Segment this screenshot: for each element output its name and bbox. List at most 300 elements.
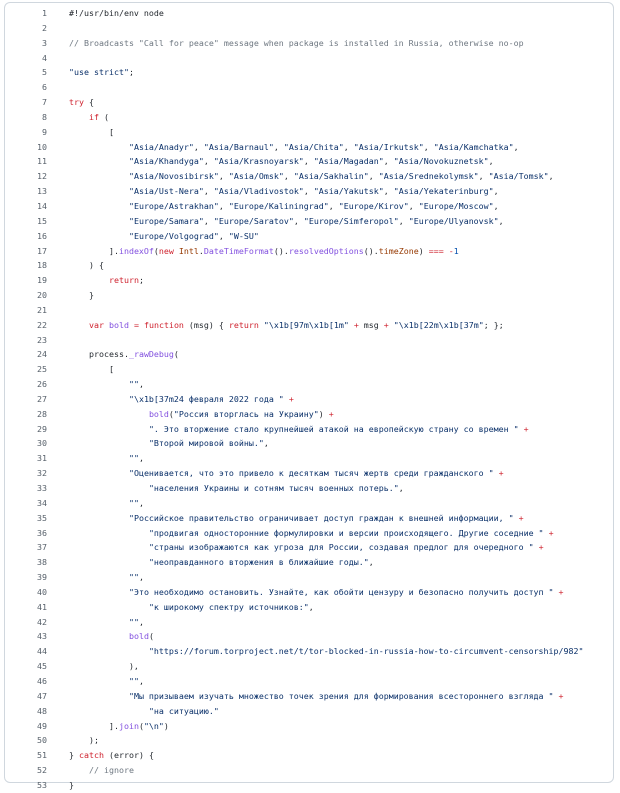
code-line xyxy=(5,65,613,80)
code-line xyxy=(5,362,613,377)
code-text xyxy=(69,407,334,422)
code-token: catch xyxy=(79,750,104,761)
code-line xyxy=(5,659,613,674)
code-text xyxy=(69,229,259,244)
code-token: , xyxy=(263,438,269,449)
code-token xyxy=(69,513,129,523)
code-text xyxy=(69,436,269,451)
code-line xyxy=(5,80,613,95)
code-token: "Europe/Simferopol" xyxy=(303,215,399,226)
code-token: "Asia/Anadyr" xyxy=(128,141,194,152)
code-token: "Europe/Ulyanovsk" xyxy=(408,215,499,226)
code-text xyxy=(69,36,524,51)
code-token: resolvedOptions xyxy=(288,245,364,256)
code-token xyxy=(69,216,129,226)
code-token: , xyxy=(138,572,144,583)
code-text xyxy=(69,570,144,585)
code-token xyxy=(69,572,129,582)
line-number: 10 xyxy=(37,141,47,152)
code-text xyxy=(69,644,584,659)
code-token: "неоправданного вторжения в ближайшие годы." xyxy=(148,557,369,568)
code-token xyxy=(69,528,149,538)
code-line xyxy=(5,451,613,466)
code-line xyxy=(5,704,613,719)
code-text xyxy=(69,719,169,734)
code-line xyxy=(5,748,613,763)
code-line xyxy=(5,689,613,704)
line-number: 30 xyxy=(37,438,47,449)
code-token xyxy=(69,631,129,641)
code-token: "страны изображаются как угроза для России, создавая предлог для очередного " xyxy=(148,542,534,553)
code-text xyxy=(69,778,74,793)
line-number: 1 xyxy=(42,8,47,18)
code-token: + xyxy=(558,586,564,597)
code-token: , xyxy=(303,156,314,167)
code-text xyxy=(69,347,179,362)
code-line xyxy=(5,778,613,793)
code-token: "" xyxy=(128,379,139,390)
code-token xyxy=(69,394,129,404)
code-token: timeZone xyxy=(378,245,419,256)
code-token: ) xyxy=(163,720,169,731)
code-line xyxy=(5,244,613,259)
code-token: , xyxy=(513,141,519,152)
code-token: if xyxy=(88,111,99,122)
code-text xyxy=(69,362,114,377)
code-text xyxy=(69,733,99,748)
code-token: , xyxy=(328,200,339,211)
code-text xyxy=(69,258,104,273)
code-token: , xyxy=(493,186,499,197)
code-line xyxy=(5,570,613,585)
code-text xyxy=(69,629,154,644)
code-token: + xyxy=(548,527,554,538)
code-token: , xyxy=(308,601,314,612)
code-token: , xyxy=(138,675,144,686)
code-token: "к широкому спектру источников:" xyxy=(148,601,309,612)
code-line xyxy=(5,169,613,184)
code-line xyxy=(5,674,613,689)
code-token: , xyxy=(423,141,434,152)
code-token xyxy=(69,201,129,211)
code-line xyxy=(5,154,613,169)
code-token: , xyxy=(383,186,394,197)
code-token: "\x1b[37m24 февраля 2022 года " xyxy=(128,393,284,404)
code-line xyxy=(5,303,613,318)
code-token: "Asia/Novokuznetsk" xyxy=(393,156,489,167)
code-line xyxy=(5,36,613,51)
line-number: 6 xyxy=(42,82,47,93)
code-line xyxy=(5,347,613,362)
line-number: 25 xyxy=(37,364,47,375)
code-token: #!/usr/bin/env node xyxy=(69,8,164,18)
code-token: "" xyxy=(128,572,139,583)
code-token: , xyxy=(283,171,294,182)
code-token: [ xyxy=(69,126,114,137)
code-token: , xyxy=(218,200,229,211)
line-number: 11 xyxy=(37,156,47,167)
line-number: 47 xyxy=(37,690,47,701)
code-token: "Europe/Kaliningrad" xyxy=(228,200,329,211)
code-token: (). xyxy=(273,245,289,256)
code-token: return xyxy=(108,275,139,286)
line-number: 49 xyxy=(37,720,47,731)
code-token: function xyxy=(143,319,184,330)
line-number: 20 xyxy=(37,290,47,301)
code-token: bold xyxy=(148,408,169,419)
code-line xyxy=(5,496,613,511)
code-token: "\n" xyxy=(143,720,164,731)
code-token: + xyxy=(328,408,334,419)
code-text xyxy=(69,481,404,496)
code-text xyxy=(69,704,219,719)
code-token: } xyxy=(69,750,79,761)
code-token: + xyxy=(523,423,529,434)
code-token xyxy=(69,379,129,389)
code-line xyxy=(5,333,613,348)
code-text xyxy=(69,763,134,778)
code-line xyxy=(5,199,613,214)
code-token: ". Это вторжение стало крупнейшей атакой на европейскую страну со времен " xyxy=(148,423,519,434)
code-token: "" xyxy=(128,616,139,627)
code-token: "Asia/Srednekolymsk" xyxy=(378,171,479,182)
line-number: 45 xyxy=(37,661,47,672)
code-token: , xyxy=(488,156,494,167)
code-token xyxy=(69,468,129,478)
line-number: 44 xyxy=(37,646,47,657)
code-token: DateTimeFormat xyxy=(203,245,274,256)
code-token: "на ситуацию." xyxy=(148,705,219,716)
code-token xyxy=(69,409,149,419)
code-token: ( xyxy=(148,631,154,642)
code-token: , xyxy=(303,186,314,197)
code-line xyxy=(5,214,613,229)
code-line xyxy=(5,436,613,451)
code-text xyxy=(69,184,499,199)
line-number: 14 xyxy=(37,200,47,211)
code-token xyxy=(69,691,129,701)
code-token: ; }; xyxy=(483,319,504,330)
code-token: "Asia/Omsk" xyxy=(228,171,284,182)
code-token: , xyxy=(408,200,419,211)
code-token: ]. xyxy=(69,245,119,256)
code-line xyxy=(5,288,613,303)
code-token: , xyxy=(398,483,404,493)
line-number: 39 xyxy=(37,572,47,583)
code-text xyxy=(69,600,314,615)
code-line xyxy=(5,140,613,155)
code-token: === xyxy=(428,245,444,256)
code-text xyxy=(69,659,139,674)
code-text xyxy=(69,555,374,570)
line-number: 17 xyxy=(37,245,47,256)
code-token: "Asia/Kamchatka" xyxy=(433,141,514,152)
code-token: "Россия вторглась на Украину" xyxy=(173,408,319,419)
code-token xyxy=(69,424,149,434)
code-token xyxy=(69,557,149,567)
line-number: 3 xyxy=(42,37,47,48)
code-token: ; xyxy=(128,67,134,78)
code-line xyxy=(5,229,613,244)
code-token xyxy=(69,765,89,775)
code-line xyxy=(5,258,613,273)
code-text xyxy=(69,511,524,526)
line-number: 53 xyxy=(37,779,47,790)
code-token: "Asia/Barnaul" xyxy=(203,141,274,152)
code-token: [ xyxy=(69,364,114,375)
code-text xyxy=(69,689,564,704)
code-token: "" xyxy=(128,497,139,508)
code-token: ; xyxy=(138,275,144,286)
code-line xyxy=(5,21,613,36)
code-token xyxy=(69,275,109,285)
code-token xyxy=(69,438,149,448)
code-text xyxy=(69,6,164,21)
code-token: , xyxy=(383,156,394,167)
line-number: 5 xyxy=(42,67,47,78)
code-line xyxy=(5,555,613,570)
code-token: try xyxy=(69,97,84,108)
code-text xyxy=(69,422,529,437)
code-text xyxy=(69,526,554,541)
code-token: , xyxy=(138,453,144,464)
code-token: ) xyxy=(318,408,329,419)
code-token: , xyxy=(398,215,409,226)
code-line xyxy=(5,719,613,734)
code-token: indexOf xyxy=(118,245,154,256)
code-token: "Europe/Saratov" xyxy=(213,215,294,226)
code-token: "Второй мировой войны." xyxy=(148,438,264,449)
code-token: "\x1b[22m\x1b[37m" xyxy=(393,319,484,330)
line-number: 38 xyxy=(37,557,47,568)
code-token xyxy=(69,231,129,241)
code-token: "Asia/Ust-Nera" xyxy=(128,186,204,197)
code-line xyxy=(5,407,613,422)
code-token xyxy=(69,112,89,122)
code-line xyxy=(5,273,613,288)
code-token: ( xyxy=(168,408,174,419)
code-line xyxy=(5,51,613,66)
code-token xyxy=(69,156,129,166)
line-number: 4 xyxy=(42,52,47,63)
code-token xyxy=(69,142,129,152)
code-token: "Оценивается, что это привело к десяткам тысяч жертв среди гражданского " xyxy=(128,468,494,479)
line-number: 19 xyxy=(37,275,47,286)
code-token: , xyxy=(493,200,499,211)
code-line xyxy=(5,644,613,659)
line-number: 43 xyxy=(37,631,47,642)
code-token: , xyxy=(138,616,144,627)
code-token: "Asia/Irkutsk" xyxy=(353,141,424,152)
code-text xyxy=(69,674,144,689)
code-line xyxy=(5,318,613,333)
code-token: Intl xyxy=(178,245,199,256)
code-token: _rawDebug xyxy=(128,349,174,360)
code-line xyxy=(5,6,613,21)
line-number: 22 xyxy=(37,319,47,330)
code-token: join xyxy=(118,720,139,731)
line-number: 41 xyxy=(37,601,47,612)
code-token: bold xyxy=(108,319,129,330)
code-token: } xyxy=(69,290,94,301)
code-text xyxy=(69,199,499,214)
line-number: 23 xyxy=(37,334,47,345)
code-token: "\x1b[97m\x1b[1m" xyxy=(263,319,349,330)
line-number: 12 xyxy=(37,171,47,182)
code-token: , xyxy=(203,156,214,167)
code-line xyxy=(5,95,613,110)
code-text xyxy=(69,615,144,630)
code-text xyxy=(69,748,154,763)
code-token xyxy=(69,186,129,196)
code-line xyxy=(5,125,613,140)
code-token: 1 xyxy=(453,245,459,256)
code-token: "Asia/Novosibirsk" xyxy=(128,171,219,182)
line-number: 35 xyxy=(37,512,47,523)
line-number: 29 xyxy=(37,423,47,434)
code-token: return xyxy=(228,319,259,330)
code-token: ) xyxy=(418,245,429,256)
line-number: 16 xyxy=(37,230,47,241)
code-line xyxy=(5,526,613,541)
code-line xyxy=(5,585,613,600)
code-token: ) { xyxy=(69,260,104,271)
code-token: "Asia/Sakhalin" xyxy=(293,171,369,182)
code-token: , xyxy=(478,171,489,182)
code-token: bold xyxy=(128,631,149,642)
code-token: + xyxy=(288,393,294,404)
code-token: "Asia/Yekaterinburg" xyxy=(393,186,494,197)
code-token: "Это необходимо остановить. Узнайте, как обойти цензуру и безопасно получить доступ " xyxy=(128,586,554,597)
code-text xyxy=(69,65,134,80)
code-text xyxy=(69,392,294,407)
code-token: (error) { xyxy=(103,750,154,761)
code-text xyxy=(69,273,144,288)
code-token: - xyxy=(448,245,454,256)
line-number: 26 xyxy=(37,379,47,390)
code-token: ), xyxy=(69,661,139,672)
code-line xyxy=(5,629,613,644)
code-text xyxy=(69,244,459,259)
code-token: + xyxy=(383,319,389,330)
line-number: 9 xyxy=(42,126,47,137)
code-token: , xyxy=(273,141,284,152)
code-token: , xyxy=(498,215,504,226)
code-text xyxy=(69,214,504,229)
code-text xyxy=(69,318,504,333)
code-token xyxy=(69,542,149,552)
code-lines xyxy=(5,6,613,793)
code-token: "продвигая односторонние формулировки и версии происходящего. Другие соседние " xyxy=(148,527,544,538)
code-token: , xyxy=(548,171,554,182)
code-token: msg xyxy=(358,319,384,330)
code-token: // Broadcasts "Call for peace" message when package is installed in Russia, otherwise no-op xyxy=(69,37,524,48)
code-token: "Europe/Astrakhan" xyxy=(128,200,219,211)
code-token: . xyxy=(198,245,204,256)
code-token: "населения Украины и сотням тысяч военных потерь." xyxy=(148,483,399,493)
code-token xyxy=(69,483,149,493)
code-line xyxy=(5,184,613,199)
code-token xyxy=(69,646,149,656)
code-token xyxy=(69,453,129,463)
line-number: 46 xyxy=(37,675,47,686)
line-number: 32 xyxy=(37,468,47,479)
code-token: "https://forum.torproject.net/t/tor-blocked-in-russia-how-to-circumvent-censorship/982" xyxy=(148,646,584,657)
code-text xyxy=(69,585,564,600)
code-token: } xyxy=(69,779,74,790)
code-token: "Asia/Magadan" xyxy=(313,156,384,167)
line-number: 18 xyxy=(37,260,47,271)
code-token: , xyxy=(368,171,379,182)
line-number: 51 xyxy=(37,750,47,761)
code-token: "Europe/Volgograd" xyxy=(128,230,219,241)
code-text xyxy=(69,110,109,125)
code-token: "Asia/Chita" xyxy=(283,141,344,152)
code-token: , xyxy=(203,215,214,226)
code-token: , xyxy=(193,141,204,152)
line-number: 42 xyxy=(37,616,47,627)
code-token xyxy=(69,706,149,716)
line-number: 36 xyxy=(37,527,47,538)
line-number: 8 xyxy=(42,111,47,122)
line-number: 52 xyxy=(37,765,47,776)
line-number: 31 xyxy=(37,453,47,464)
code-token: "W-SU" xyxy=(228,230,259,241)
code-line xyxy=(5,110,613,125)
code-token: "Asia/Khandyga" xyxy=(128,156,204,167)
line-number: 37 xyxy=(37,542,47,553)
code-token: "Мы призываем изучать множество точек зрения для формирования всестороннего взгляда " xyxy=(128,690,554,701)
line-number: 40 xyxy=(37,586,47,597)
line-number: 48 xyxy=(37,705,47,716)
code-line xyxy=(5,466,613,481)
code-token xyxy=(69,602,149,612)
line-number: 15 xyxy=(37,215,47,226)
code-token: , xyxy=(138,379,144,390)
code-line xyxy=(5,422,613,437)
code-token: var xyxy=(88,319,104,330)
code-token: new xyxy=(158,245,174,256)
code-token: , xyxy=(368,557,374,568)
code-text xyxy=(69,154,494,169)
code-token: , xyxy=(218,171,229,182)
line-number: 24 xyxy=(37,349,47,360)
code-text xyxy=(69,451,144,466)
code-line xyxy=(5,481,613,496)
code-token: "" xyxy=(128,675,139,686)
code-token: , xyxy=(293,215,304,226)
code-line xyxy=(5,733,613,748)
code-line xyxy=(5,600,613,615)
line-number: 2 xyxy=(42,22,47,33)
code-line xyxy=(5,511,613,526)
code-token: + xyxy=(558,690,564,701)
code-text xyxy=(69,95,94,110)
code-line xyxy=(5,377,613,392)
code-token: + xyxy=(538,542,544,553)
code-token xyxy=(69,320,89,330)
line-number: 21 xyxy=(37,304,47,315)
code-text xyxy=(69,288,94,303)
code-token: "Asia/Vladivostok" xyxy=(213,186,304,197)
code-viewer xyxy=(4,2,614,790)
code-text xyxy=(69,540,544,555)
code-token: + xyxy=(518,512,524,523)
code-token: "Europe/Samara" xyxy=(128,215,204,226)
code-token: "Asia/Yakutsk" xyxy=(313,186,384,197)
code-token xyxy=(69,676,129,686)
line-number: 13 xyxy=(37,186,47,197)
